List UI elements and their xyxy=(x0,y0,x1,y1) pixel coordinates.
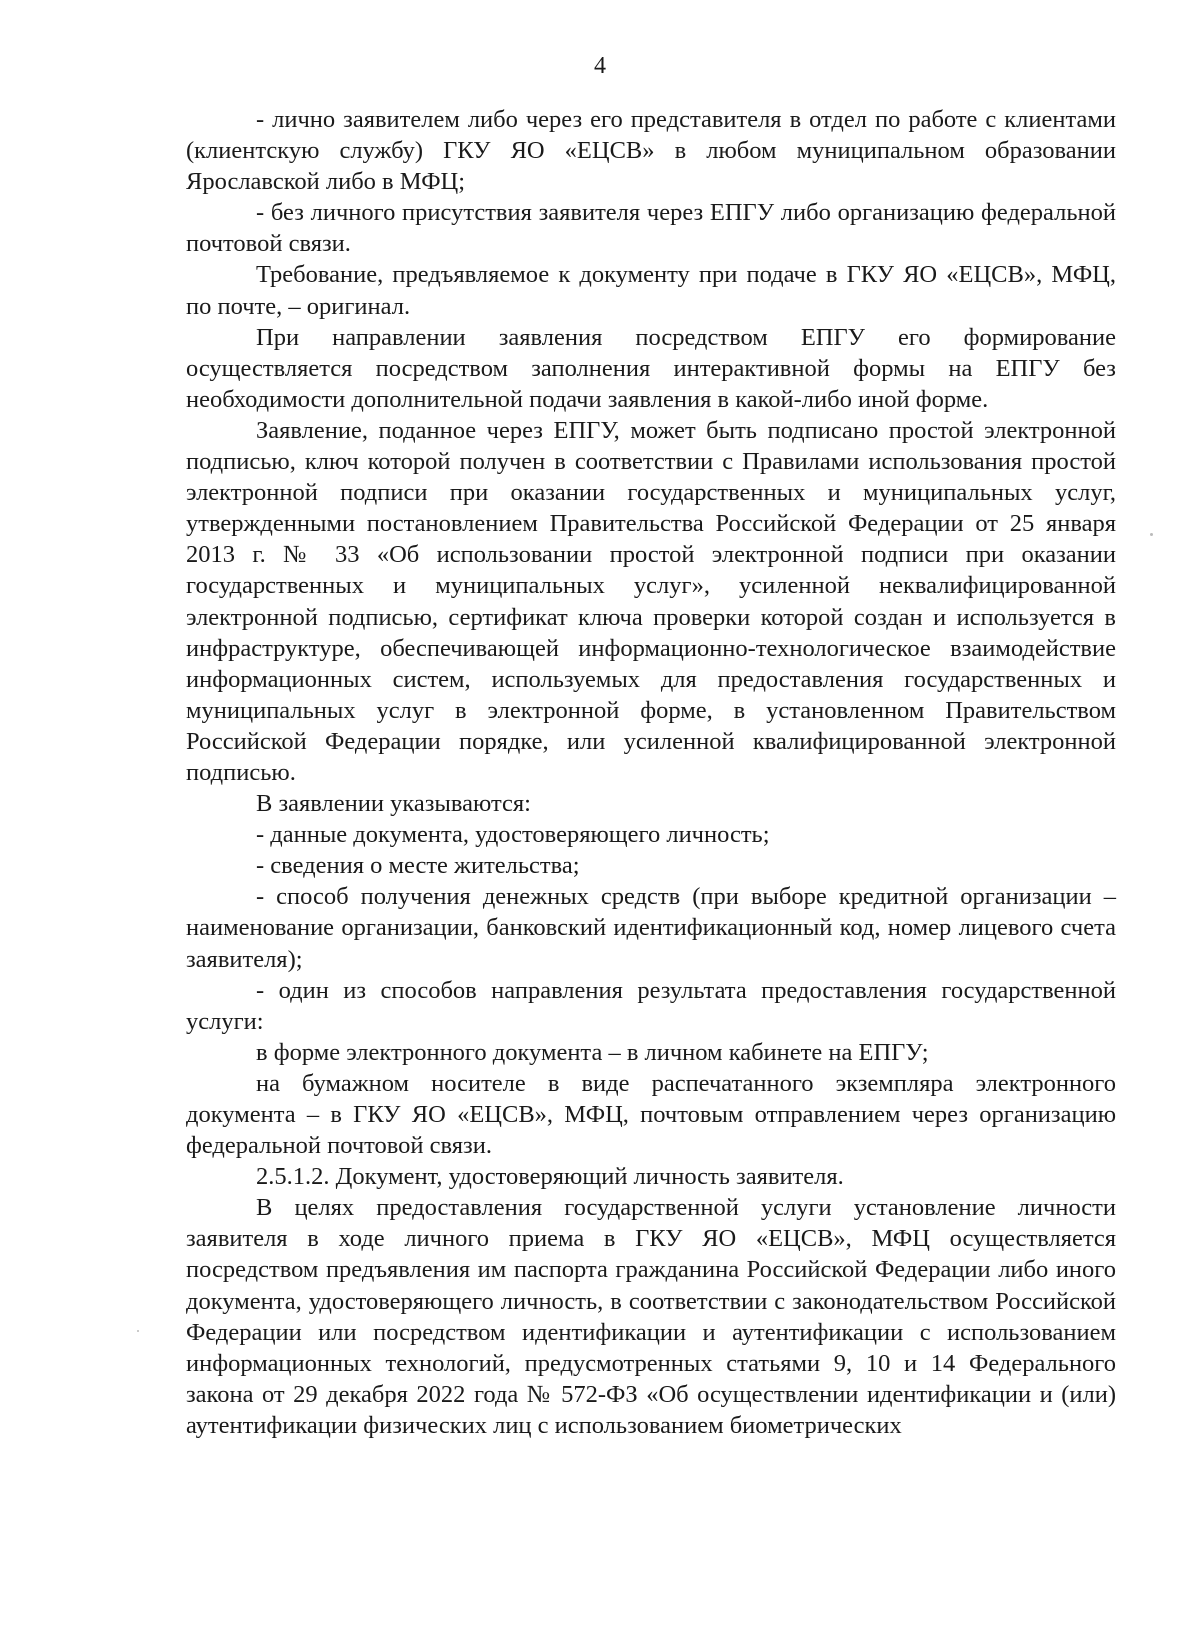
paragraph-document-requirement: Требование, предъявляемое к документу при подаче в ГКУ ЯО «ЕЦСВ», МФЦ, по почте, – оригинал. xyxy=(186,261,1116,320)
paragraph-application-contents: В заявлении указываются: xyxy=(256,790,531,818)
paragraph-electronic-signature: Заявление, поданное через ЕПГУ, может быть подписано простой электронной подписью, ключ которой получен в соответствии с Правилами использования простой электронной подписи при оказании государственных и муниципальных услуг, утвержденными постановлением Правительства Российской Федерации от 25 января 2013 г. № 33 «Об использовании простой электронной подписи при оказании государственных и муниципальных услуг», усиленной неквалифицированной электронной подписью, сертификат ключа проверки которой создан и используется в инфраструктуре, обеспечивающей информационно-технологическое взаимодействие информационных систем, используемых для предоставления государственных и муниципальных услуг в электронной форме, в установленном Правительством Российской Федерации порядке, или усиленной квалифицированной электронной подписью. xyxy=(186,416,1116,786)
list-item-result-delivery: - один из способов направления результата предоставления государственной услуги: xyxy=(186,976,1116,1035)
document-body xyxy=(186,104,1116,1441)
paragraph-epgu-form: При направлении заявления посредством ЕПГУ его формирование осуществляется посредством заполнения интерактивной формы на ЕПГУ без необходимости дополнительной подачи заявления в какой-либо иной форме. xyxy=(186,323,1116,413)
page-number: 4 xyxy=(594,53,606,79)
paragraph-submission-in-person: - лично заявителем либо через его представителя в отдел по работе с клиентами (клиентскую службу) ГКУ ЯО «ЕЦСВ» в любом муниципальном образовании Ярославской либо в МФЦ; xyxy=(186,106,1116,196)
list-item-identity-document: - данные документа, удостоверяющего личность; xyxy=(256,821,770,849)
scan-artifact xyxy=(1150,533,1153,536)
paragraph-paper-result: на бумажном носителе в виде распечатанного экземпляра электронного документа – в ГКУ ЯО «ЕЦСВ», МФЦ, почтовым отправлением через организацию федеральной почтовой связи. xyxy=(186,1069,1116,1160)
section-heading-identity-document: 2.5.1.2. Документ, удостоверяющий личность заявителя. xyxy=(256,1163,844,1191)
paragraph-submission-remote: - без личного присутствия заявителя через ЕПГУ либо организацию федеральной почтовой связи. xyxy=(186,199,1116,258)
list-item-residence: - сведения о месте жительства; xyxy=(256,852,580,880)
list-item-payment-method: - способ получения денежных средств (при выборе кредитной организации – наименование организации, банковский идентификационный код, номер лицевого счета заявителя); xyxy=(186,883,1116,973)
paragraph-electronic-result: в форме электронного документа – в личном кабинете на ЕПГУ; xyxy=(256,1038,929,1066)
paragraph-identity-verification: В целях предоставления государственной услуги установление личности заявителя в ходе личного приема в ГКУ ЯО «ЕЦСВ», МФЦ осуществляется посредством предъявления им паспорта гражданина Российской Федерации либо иного документа, удостоверяющего личность, в соответствии с законодательством Российской Федерации или посредством идентификации и аутентификации с использованием информационных технологий, предусмотренных статьями 9, 10 и 14 Федерального закона от 29 декабря 2022 года № 572-ФЗ «Об осуществлении идентификации и (или) аутентификации физических лиц с использованием биометрических xyxy=(186,1194,1116,1439)
scan-artifact xyxy=(137,1330,139,1332)
